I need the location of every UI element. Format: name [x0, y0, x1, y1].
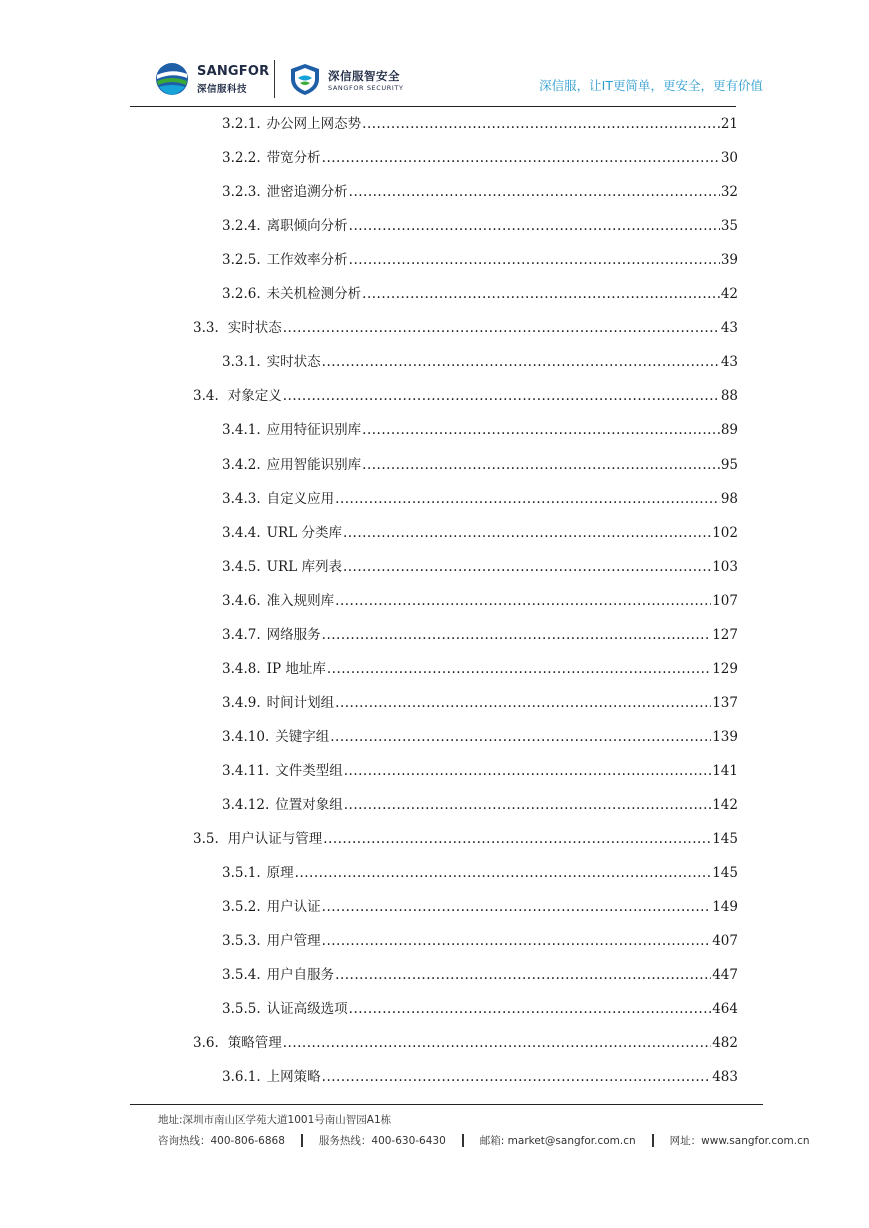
toc-dot-leader	[327, 659, 711, 679]
toc-entry-page: 145	[712, 865, 738, 882]
toc-entry[interactable]	[222, 1067, 738, 1087]
consult-hotline: 咨询热线：400-806-6868	[158, 1135, 285, 1147]
toc-entry-page: 32	[720, 184, 738, 201]
toc-entry[interactable]	[222, 250, 738, 270]
toc-entry[interactable]	[222, 216, 738, 236]
toc-dot-leader	[323, 829, 711, 849]
toc-entry-title: 办公网上网态势	[266, 116, 362, 132]
toc-dot-leader	[344, 795, 711, 815]
toc-entry-page: 142	[712, 797, 738, 813]
toc-dot-leader	[362, 114, 720, 134]
toc-entry-title: 策略管理	[227, 1035, 282, 1052]
toc-entry-number: 3.4.10.	[222, 728, 270, 745]
toc-entry[interactable]	[222, 659, 738, 679]
footer-address: 地址:深圳市南山区学苑大道1001号南山智园A1栋	[158, 1114, 392, 1126]
toc-dot-leader	[322, 148, 720, 168]
toc-entry-gap	[219, 1033, 228, 1053]
toc-dot-leader	[349, 250, 720, 270]
toc-entry[interactable]	[222, 114, 738, 134]
toc-dot-leader	[362, 455, 720, 475]
toc-entry-number: 3.4.5.	[222, 558, 261, 575]
toc-entry-title: URL 库列表	[266, 558, 342, 575]
toc-entry-number: 3.2.2.	[222, 150, 261, 167]
sangfor-security-logo	[288, 60, 418, 100]
toc-entry-page: 464	[712, 1001, 738, 1018]
toc-entry-title: 认证高级选项	[266, 1001, 348, 1018]
toc-entry-gap	[219, 386, 228, 406]
toc-entry-page: 483	[712, 1069, 738, 1086]
toc-entry-page: 42	[720, 286, 738, 303]
toc-entry-number: 3.4.2.	[222, 456, 261, 473]
footer-website: 网址：www.sangfor.com.cn	[669, 1135, 810, 1147]
toc-entry-title: 未关机检测分析	[266, 286, 362, 303]
toc-entry-title: 实时状态	[227, 320, 282, 337]
toc-entry-page: 43	[720, 354, 738, 371]
toc-entry[interactable]	[222, 761, 738, 781]
toc-dot-leader	[343, 557, 711, 577]
toc-entry-title: 准入规则库	[266, 592, 335, 609]
toc-dot-leader	[295, 863, 712, 883]
toc-entry-number: 3.2.5.	[222, 252, 261, 269]
toc-entry[interactable]	[222, 557, 738, 577]
toc-entry[interactable]	[222, 489, 738, 509]
toc-entry-number: 3.4.1.	[222, 422, 261, 439]
toc-entry-page: 95	[720, 456, 738, 473]
toc-entry-title: 自定义应用	[266, 490, 335, 507]
toc-entry-title: 用户管理	[266, 933, 321, 950]
toc-entry-page: 98	[720, 490, 738, 507]
footer-rule	[130, 1104, 763, 1105]
toc-entry-title: 泄密追溯分析	[266, 184, 348, 201]
toc-entry-number: 3.5.2.	[222, 899, 261, 916]
toc-entry-number: 3.6.	[193, 1035, 219, 1052]
sangfor-globe-icon	[155, 62, 189, 96]
toc-entry[interactable]	[222, 795, 738, 815]
toc-entry-page: 35	[720, 218, 738, 235]
security-brand-sub: SANGFOR SECURITY	[328, 84, 404, 92]
toc-entry-number: 3.2.6.	[222, 286, 261, 303]
toc-entry-gap	[219, 829, 228, 849]
toc-entry[interactable]	[222, 284, 738, 304]
toc-entry[interactable]	[222, 625, 738, 645]
toc-dot-leader	[362, 284, 720, 304]
toc-entry-title: 位置对象组	[275, 797, 343, 813]
toc-dot-leader	[362, 420, 720, 440]
toc-entry-page: 39	[720, 252, 738, 269]
toc-entry-number: 3.4.	[193, 388, 219, 405]
toc-entry-number: 3.5.5.	[222, 1001, 261, 1018]
toc-entry-title: 上网策略	[266, 1069, 321, 1086]
toc-entry-page: 141	[712, 762, 738, 779]
sangfor-logo	[155, 60, 270, 100]
toc-entry[interactable]	[193, 386, 738, 406]
logo-divider	[274, 60, 275, 98]
page-header	[0, 0, 869, 110]
toc-entry-page: 21	[720, 116, 738, 132]
toc-entry-title: 应用智能识别库	[266, 456, 362, 473]
toc-entry-title: 原理	[266, 865, 294, 882]
toc-dot-leader	[322, 352, 720, 372]
toc-entry-number: 3.3.1.	[222, 354, 261, 371]
toc-entry-page: 102	[712, 524, 738, 541]
toc-entry-number: 3.4.7.	[222, 626, 261, 643]
toc-entry[interactable]	[222, 182, 738, 202]
separator	[301, 1134, 303, 1147]
toc-dot-leader	[322, 1067, 712, 1087]
toc-entry-title: 实时状态	[266, 354, 321, 371]
toc-dot-leader	[349, 999, 712, 1019]
shield-icon	[288, 62, 322, 96]
toc-dot-leader	[343, 523, 711, 543]
toc-entry-page: 407	[712, 933, 738, 950]
toc-entry-title: 文件类型组	[275, 762, 343, 779]
toc-entry[interactable]	[222, 148, 738, 168]
toc-entry-number: 3.3.	[193, 320, 219, 337]
toc-dot-leader	[322, 625, 712, 645]
toc-entry-title: 关键字组	[275, 728, 330, 745]
toc-entry[interactable]	[222, 931, 738, 951]
toc-dot-leader	[322, 897, 712, 917]
toc-dot-leader	[283, 318, 720, 338]
toc-entry-page: 482	[712, 1035, 738, 1052]
toc-entry-number: 3.2.1.	[222, 116, 261, 132]
toc-dot-leader	[335, 489, 720, 509]
toc-entry-title: 离职倾向分析	[266, 218, 348, 235]
toc-dot-leader	[349, 216, 720, 236]
toc-entry-number: 3.4.6.	[222, 592, 261, 609]
header-rule	[130, 106, 736, 107]
toc-dot-leader	[349, 182, 720, 202]
toc-entry-page: 139	[712, 728, 738, 745]
toc-dot-leader	[283, 386, 720, 406]
toc-entry[interactable]	[222, 523, 738, 543]
toc-entry-title: 对象定义	[227, 388, 282, 405]
toc-entry-title: 工作效率分析	[266, 252, 348, 269]
toc-entry-page: 447	[712, 967, 738, 984]
toc-entry-page: 149	[712, 899, 738, 916]
toc-entry-number: 3.5.1.	[222, 865, 261, 882]
toc-entry-page: 129	[712, 660, 738, 677]
toc-entry[interactable]	[193, 829, 738, 849]
toc-entry-number: 3.2.4.	[222, 218, 261, 235]
toc-dot-leader	[335, 965, 711, 985]
toc-entry[interactable]	[222, 897, 738, 917]
toc-entry-number: 3.4.9.	[222, 694, 261, 711]
toc-dot-leader	[335, 693, 711, 713]
toc-entry[interactable]	[222, 591, 738, 611]
toc-entry-title: 时间计划组	[266, 694, 335, 711]
toc-entry-page: 103	[712, 558, 738, 575]
toc-entry-title: 用户自服务	[266, 967, 335, 984]
toc-entry-page: 30	[720, 150, 738, 167]
toc-entry[interactable]	[222, 455, 738, 475]
brand-name: SANGFOR	[197, 64, 270, 79]
toc-entry-number: 3.4.4.	[222, 524, 261, 541]
separator	[462, 1134, 464, 1147]
toc-dot-leader	[330, 727, 711, 747]
toc-entry-title: IP 地址库	[266, 660, 326, 677]
service-hotline: 服务热线：400-630-6430	[318, 1135, 446, 1147]
toc-entry[interactable]	[222, 352, 738, 372]
toc-entry-number: 3.6.1.	[222, 1069, 261, 1086]
toc-entry-number: 3.4.12.	[222, 797, 270, 813]
footer-contacts	[158, 1133, 810, 1148]
toc-dot-leader	[322, 931, 712, 951]
security-brand-name: 深信服智安全	[328, 69, 400, 83]
toc-entry[interactable]	[222, 999, 738, 1019]
toc-entry-title: 应用特征识别库	[266, 422, 362, 439]
toc-entry[interactable]	[222, 693, 738, 713]
toc-entry-page: 107	[712, 592, 738, 609]
toc-entry-title: URL 分类库	[266, 524, 342, 541]
toc-entry-number: 3.5.4.	[222, 967, 261, 984]
toc-entry-number: 3.4.8.	[222, 660, 261, 677]
toc-entry[interactable]	[222, 727, 738, 747]
toc-entry-gap	[219, 318, 228, 338]
brand-name-cn: 深信服科技	[197, 84, 248, 95]
footer-email: 邮箱: market@sangfor.com.cn	[479, 1135, 636, 1147]
toc-dot-leader	[344, 761, 711, 781]
toc-entry[interactable]	[193, 318, 738, 338]
toc-entry-page: 89	[720, 422, 738, 439]
toc-dot-leader	[335, 591, 711, 611]
toc-entry[interactable]	[193, 1033, 738, 1053]
toc-entry-title: 带宽分析	[266, 150, 321, 167]
toc-entry[interactable]	[222, 863, 738, 883]
toc-entry-page: 127	[712, 626, 738, 643]
toc-entry-page: 43	[720, 320, 738, 337]
toc-entry-title: 用户认证	[266, 899, 321, 916]
toc-entry-number: 3.5.	[193, 831, 219, 848]
toc-entry-page: 88	[720, 388, 738, 405]
toc-entry-number: 3.4.11.	[222, 762, 270, 779]
header-slogan: 深信服，让IT更简单，更安全，更有价值	[539, 78, 763, 93]
toc-dot-leader	[283, 1033, 711, 1053]
toc-entry[interactable]	[222, 965, 738, 985]
toc-entry-number: 3.5.3.	[222, 933, 261, 950]
toc-entry-title: 用户认证与管理	[227, 831, 323, 848]
separator	[652, 1134, 654, 1147]
toc-entry-number: 3.2.3.	[222, 184, 261, 201]
toc-entry-page: 137	[712, 694, 738, 711]
toc-entry[interactable]	[222, 420, 738, 440]
toc-entry-page: 145	[712, 831, 738, 848]
toc-entry-number: 3.4.3.	[222, 490, 261, 507]
toc-entry-title: 网络服务	[266, 626, 321, 643]
